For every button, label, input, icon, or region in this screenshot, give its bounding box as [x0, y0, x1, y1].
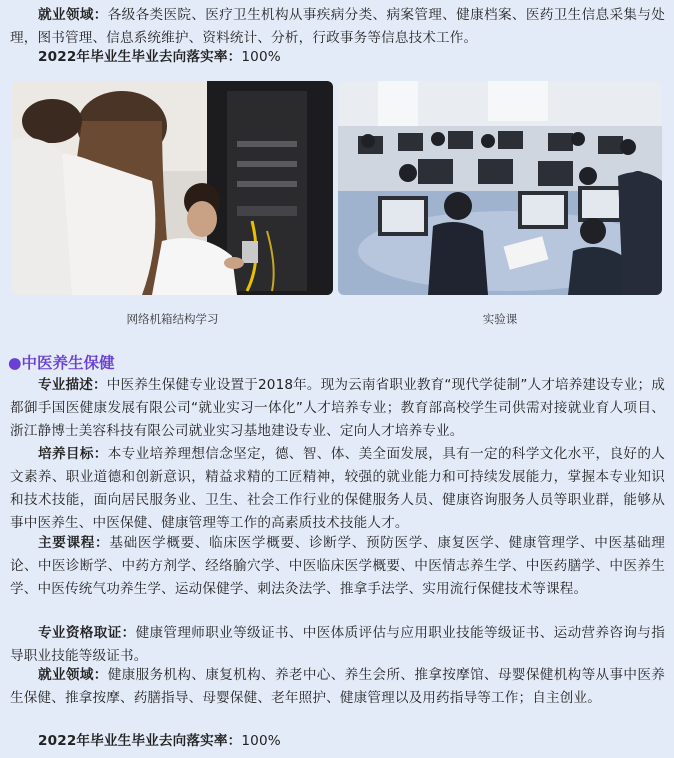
top-employment-paragraph [10, 4, 665, 50]
photo-lab-class [338, 81, 662, 295]
top-employment-label: 就业领域： [38, 7, 108, 23]
goal-paragraph [10, 443, 665, 535]
desc-paragraph [10, 374, 665, 443]
photo-network-cabinet-image [12, 81, 333, 295]
employment-paragraph [10, 664, 665, 710]
photo-lab-class-image [338, 81, 662, 295]
rate-paragraph [10, 730, 665, 753]
goal-text: 本专业培养理想信念坚定，德、智、体、美全面发展，具有一定的科学文化水平，良好的人文素养、职业道德和创新意识，精益求精的工匠精神，较强的就业能力和可持续发展能力，掌握本专业知识和技术技能，面向居民服务业、卫生、社会工作行业的保健服务人员、健康咨询服务人员等职业群，能够从事中医养生、中医保健、健康管理等工作的高素质技术技能人才。 [10, 446, 666, 531]
employment-text: 健康服务机构、康复机构、养老中心、养生会所、推拿按摩馆、母婴保健机构等从事中医养生保健、推拿按摩、药膳指导、母婴保健、老年照护、健康管理以及用药指导等工作；自主创业。 [10, 667, 666, 706]
course-label: 主要课程： [38, 535, 110, 551]
desc-label: 专业描述： [38, 377, 107, 393]
top-rate-value: 100% [241, 49, 281, 65]
rate-value: 100% [241, 733, 281, 749]
top-employment-text: 各级各类医院、医疗卫生机构从事疾病分类、病案管理、健康档案、医药卫生信息采集与处理，图书管理、信息系统维护、资料统计、分析，行政事务等信息技术工作。 [10, 7, 666, 46]
rate-label: 2022年毕业生毕业去向落实率： [38, 733, 242, 749]
section-heading: ●中医养生保健 [8, 354, 115, 372]
top-rate-paragraph [10, 46, 665, 69]
cert-text: 健康管理师职业等级证书、中医体质评估与应用职业技能等级证书、运动营养咨询与指导职业技能等级证书。 [10, 625, 665, 664]
desc-text: 中医养生保健专业设置于2018年。现为云南省职业教育“现代学徒制”人才培养建设专业；成都御手国医健康发展有限公司“就业实习一体化”人才培养专业；教育部高校学生司供需对接就业育人项目、浙江静博士美容科技有限公司就业实习基地建设专业、定向人才培养专业。 [10, 377, 665, 439]
top-rate-label: 2022年毕业生毕业去向落实率： [38, 49, 242, 65]
photo-network-cabinet [12, 81, 333, 295]
goal-label: 培养目标： [38, 446, 108, 462]
cert-paragraph [10, 622, 665, 668]
caption-lab-class: 实验课 [482, 312, 518, 326]
cert-label: 专业资格取证： [38, 625, 136, 641]
course-paragraph [10, 532, 665, 601]
course-text: 基础医学概要、临床医学概要、诊断学、预防医学、康复医学、健康管理学、中医基础理论、中医诊断学、中药方剂学、经络腧穴学、中医临床医学概要、中医情志养生学、中医药膳学、中医养生学、中医传统气功养生学、运动保健学、刺法灸法学、推拿手法学、实用流行保健技术等课程。 [10, 535, 665, 597]
caption-network-cabinet: 网络机箱结构学习 [126, 312, 219, 326]
employment-label: 就业领域： [38, 667, 108, 683]
